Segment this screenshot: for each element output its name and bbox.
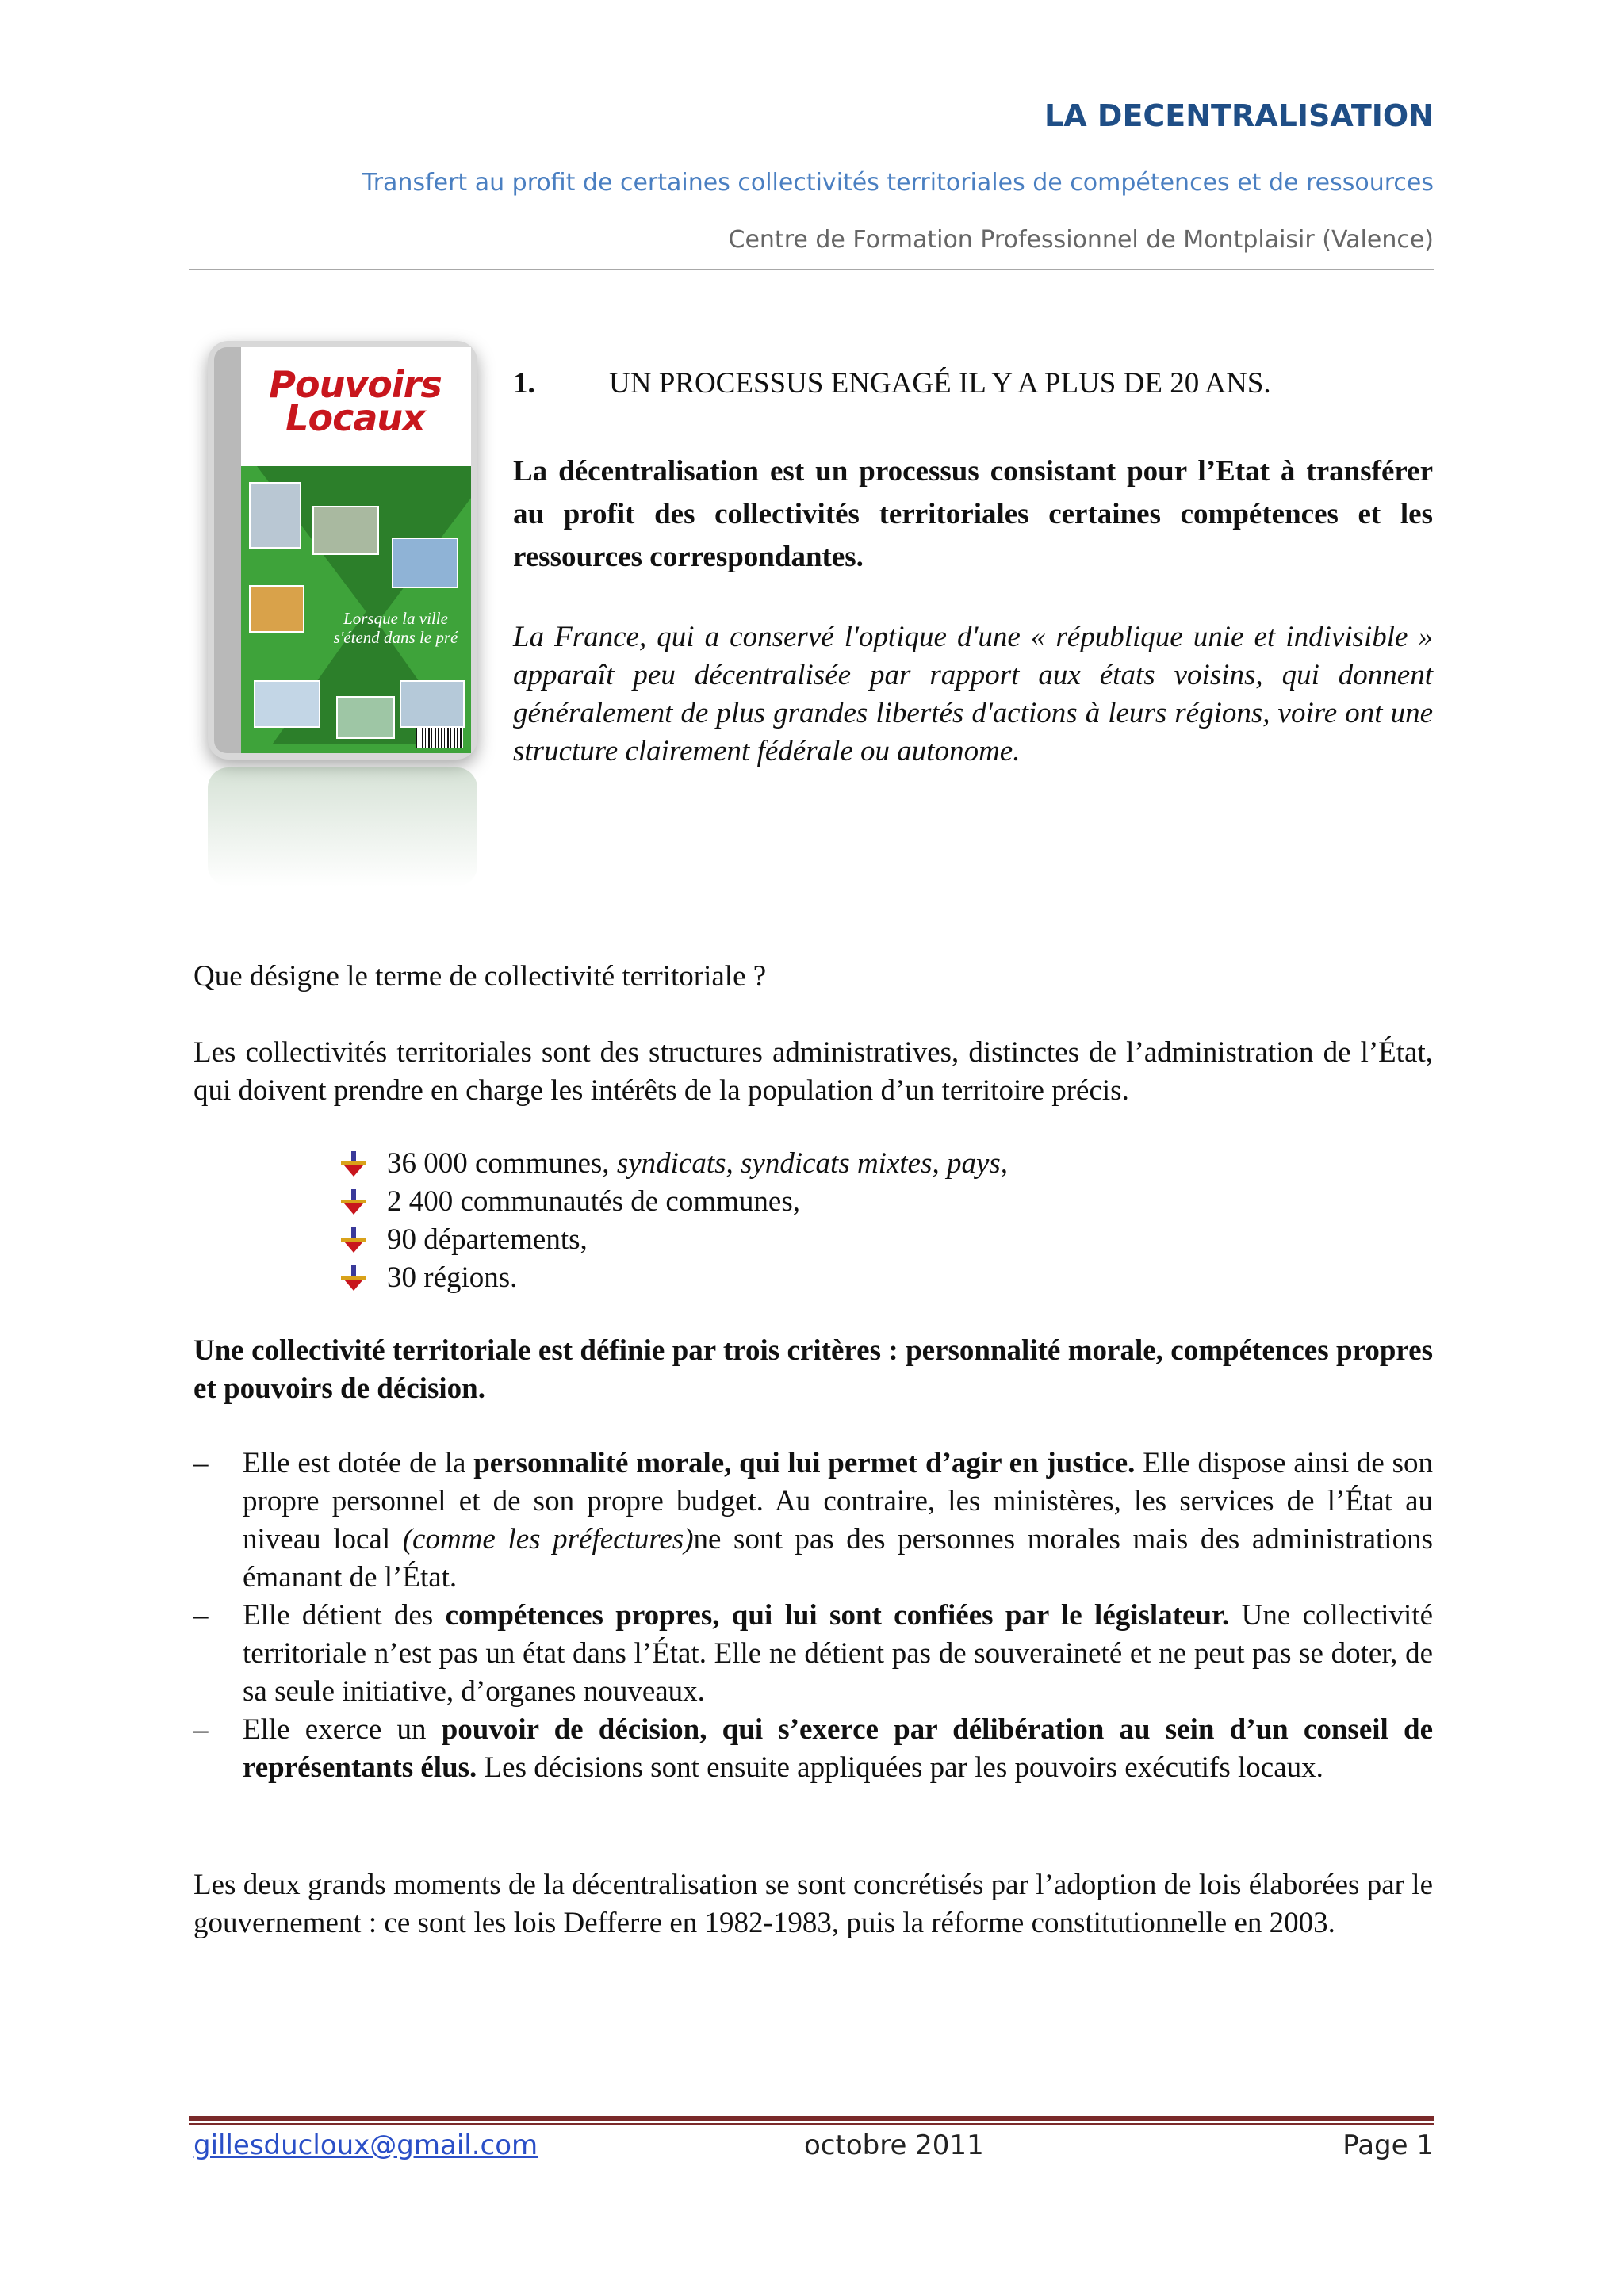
arrow-bullet-icon (339, 1265, 368, 1292)
list-item-text: 90 départements, (387, 1223, 588, 1256)
footer-page-number: Page 1 (1342, 2130, 1434, 2161)
criteria-text: Elle dispose ainsi de son propre personnel et de son propre budget. Au contraire, les ministères, les services de l’État au niveau local (243, 1447, 1433, 1556)
criteria-text: Elle détient des (243, 1599, 446, 1632)
cover-photo (336, 696, 395, 739)
dash-bullet: – (193, 1447, 209, 1479)
list-item-text: 30 régions. (387, 1261, 518, 1294)
document-title: LA DECENTRALISATION (1044, 98, 1434, 133)
criteria-text: ne sont pas des personnes morales mais des administrations émanant de l’État. (243, 1523, 1433, 1594)
cover-front (241, 347, 471, 753)
list-item (339, 1221, 1008, 1259)
cover-logo: Pouvoirs Locaux (269, 363, 442, 439)
footer-email-link[interactable]: gillesducloux@gmail.com (193, 2130, 538, 2161)
footer-divider (189, 2116, 1434, 2121)
italic-paragraph: La France, qui a conservé l'optique d'une « république unie et indivisible » apparaît peu décentralisée par rapport aux états voisins, qui donnent généralement de plus grandes libertés d'actions à leurs régions, voire ont une structure clairement fédérale ou autonome. (513, 621, 1433, 767)
criteria-bold: personnalité morale, qui lui permet d’agir en justice. (473, 1447, 1136, 1479)
criteria-paragraph: Une collectivité territoriale est définie par trois critères : personnalité morale, compétences propres et pouvoirs de décision. (193, 1334, 1433, 1405)
cover-photo (254, 680, 320, 728)
magazine-cover-image (208, 341, 477, 760)
header-divider (189, 269, 1434, 270)
cover-photo (249, 585, 304, 633)
criteria-bold: compétences propres, qui lui sont confiées par le législateur. (445, 1599, 1230, 1632)
dash-bullet: – (193, 1599, 209, 1632)
cover-photo (249, 482, 301, 549)
list-item-italic: syndicats, syndicats mixtes, pays, (616, 1147, 1009, 1180)
arrow-bullet-icon (339, 1189, 368, 1216)
footer-divider-thin (189, 2123, 1434, 2125)
document-subtitle: Transfert au profit de certaines collectivités territoriales de compétences et de ressources (362, 169, 1434, 197)
organization-name: Centre de Formation Professionnel de Montplaisir (Valence) (728, 226, 1434, 254)
list-item-text: 2 400 communautés de communes, (387, 1185, 800, 1218)
arrow-bullet-icon (339, 1227, 368, 1254)
criteria-text: Elle est dotée de la (243, 1447, 474, 1479)
list-item (339, 1183, 1008, 1221)
criteria-italic: (comme les préfectures) (402, 1523, 694, 1556)
footer-date: octobre 2011 (804, 2130, 984, 2161)
criteria-item (193, 1445, 1433, 1597)
cover-spine (214, 347, 241, 753)
criteria-bold: pouvoir de décision, qui s’exerce par délibération au sein d’un conseil de représentants élus. (243, 1713, 1434, 1784)
intro-paragraph: Les collectivités territoriales sont des structures administratives, distinctes de l’administration de l’État, qui doivent prendre en charge les intérêts de la population d’un territoire précis. (193, 1036, 1433, 1107)
question-heading: Que désigne le terme de collectivité territoriale ? (193, 960, 767, 993)
list-item (339, 1145, 1008, 1183)
lead-paragraph: La décentralisation est un processus consistant pour l’Etat à transférer au profit des collectivités territoriales certaines compétences et les ressources correspondantes. (513, 455, 1433, 573)
criteria-text: Une collectivité territoriale n’est pas un état dans l’État. Elle ne détient pas de souveraineté et ne peut pas se doter, de sa seule initiative, d’organes nouveaux. (243, 1599, 1433, 1708)
conclusion-paragraph: Les deux grands moments de la décentralisation se sont concrétisés par l’adoption de lois élaborées par le gouvernement : ce sont les lois Defferre en 1982-1983, puis la réforme constitutionnelle en 2003. (193, 1869, 1433, 1939)
cover-photo (400, 680, 465, 728)
criteria-item (193, 1597, 1433, 1711)
dash-bullet: – (193, 1713, 209, 1746)
arrow-bullet-icon (339, 1151, 368, 1178)
cover-photo (392, 538, 458, 588)
collectivites-list (339, 1145, 1008, 1297)
cover-photo (312, 506, 379, 555)
criteria-text: Les décisions sont ensuite appliquées par les pouvoirs exécutifs locaux. (477, 1751, 1323, 1784)
section-title: UN PROCESSUS ENGAGÉ IL Y A PLUS DE 20 ANS. (609, 367, 1271, 400)
cover-headline: Lorsque la ville s'étend dans le pré (333, 609, 458, 647)
barcode-icon (416, 728, 463, 748)
criteria-list (193, 1445, 1433, 1787)
section-number: 1. (513, 367, 535, 400)
list-item-text: 36 000 communes, (387, 1147, 617, 1180)
criteria-item (193, 1711, 1433, 1787)
criteria-text: Elle exerce un (243, 1713, 442, 1746)
cover-reflection (208, 767, 477, 886)
list-item (339, 1259, 1008, 1297)
